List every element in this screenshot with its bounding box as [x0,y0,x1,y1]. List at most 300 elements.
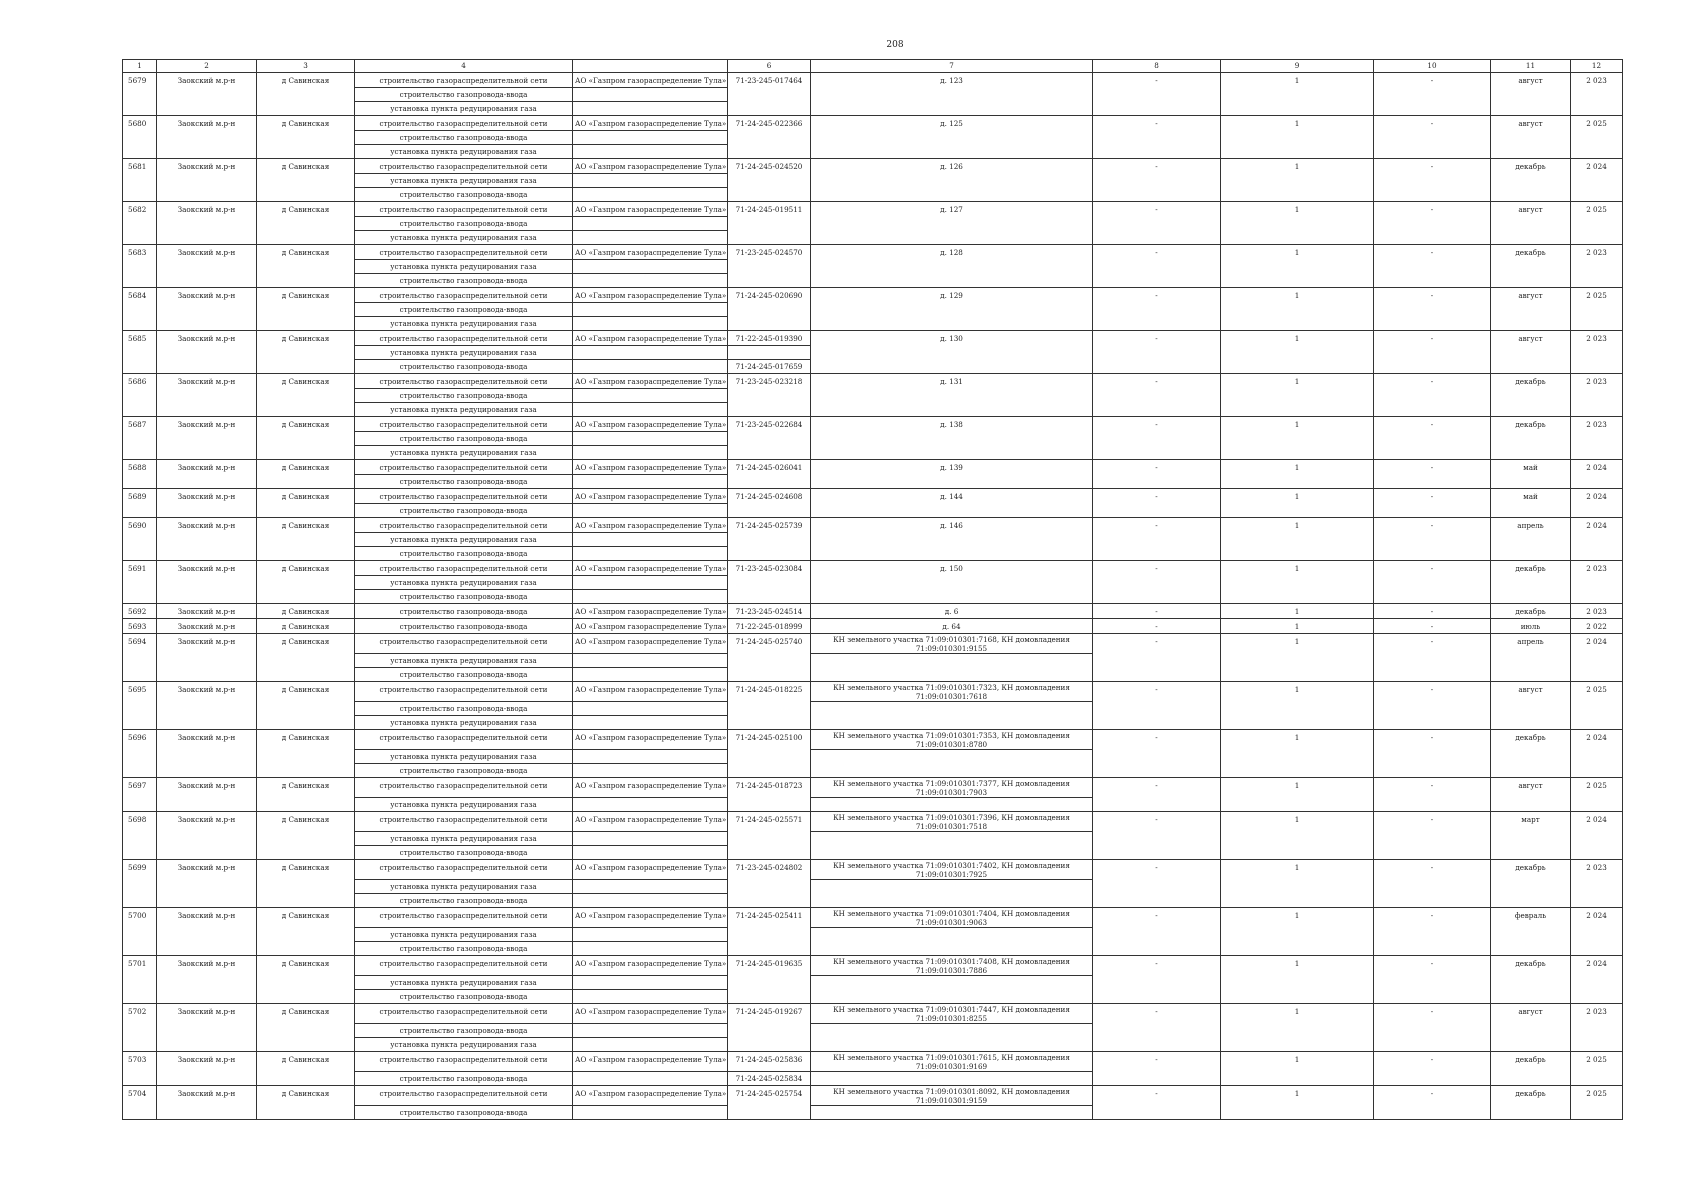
address-text: д. 146 [940,521,963,530]
header-cell: 9 [1221,60,1374,73]
table-row [123,460,1623,475]
organization-cell [573,846,728,860]
month-cell: февраль [1491,908,1571,956]
work-type-cell: строительство газопровода-ввода [355,389,573,403]
cadastral-cell: 71-24-245-018723 [728,778,811,812]
address-cell [811,1004,1093,1024]
work-type-cell: строительство газораспределительной сети [355,1086,573,1106]
count-cell: 1 [1221,812,1374,860]
page-number: 208 [886,40,904,50]
organization-cell [573,1038,728,1052]
district-cell: Заокский м.р-н [157,1086,257,1120]
address-cell [811,976,1093,1004]
work-type-cell: установка пункта редуцирования газа [355,446,573,460]
year-cell: 2 024 [1571,634,1623,682]
district-cell: Заокский м.р-н [157,619,257,634]
cadastral-cell: 71-24-245-019511 [728,202,811,245]
organization-cell [573,274,728,288]
header-cell: 10 [1374,60,1491,73]
work-type-cell: строительство газопровода-ввода [355,504,573,518]
work-type-cell: строительство газопровода-ввода [355,432,573,446]
col10-cell: - [1374,778,1491,812]
address-text: КН земельного участка 71:09:010301:8092, КН домовладения 71:09:010301:9159 [833,1087,1070,1105]
count-cell: 1 [1221,518,1374,561]
district-cell: Заокский м.р-н [157,778,257,812]
work-type-cell: установка пункта редуцирования газа [355,928,573,942]
table-row [123,1086,1623,1106]
work-type-cell: строительство газопровода-ввода [355,990,573,1004]
count-cell: 1 [1221,288,1374,331]
cadastral-cell: 71-24-245-018225 [728,682,811,730]
col10-cell: - [1374,730,1491,778]
settlement-cell: д Савинская [257,245,355,288]
year-cell: 2 024 [1571,908,1623,956]
address-cell [811,1086,1093,1106]
address-cell [811,73,1093,116]
col10-cell: - [1374,116,1491,159]
table-row [123,1052,1623,1072]
work-type-cell: строительство газораспределительной сети [355,634,573,654]
address-cell [811,908,1093,928]
col10-cell: - [1374,73,1491,116]
count-cell: 1 [1221,604,1374,619]
district-cell: Заокский м.р-н [157,604,257,619]
address-text: д. 131 [940,377,963,386]
year-cell: 2 025 [1571,288,1623,331]
count-cell: 1 [1221,331,1374,374]
district-cell: Заокский м.р-н [157,374,257,417]
col8-cell: - [1093,908,1221,956]
entry-number: 5691 [123,561,157,604]
col10-cell: - [1374,374,1491,417]
entry-number: 5681 [123,159,157,202]
entry-number: 5693 [123,619,157,634]
district-cell: Заокский м.р-н [157,908,257,956]
month-cell: декабрь [1491,860,1571,908]
table-row [123,1004,1623,1024]
work-type-cell: строительство газораспределительной сети [355,860,573,880]
table-row [123,812,1623,832]
organization-cell: АО «Газпром газораспределение Тула» [573,417,728,432]
work-type-cell: строительство газопровода-ввода [355,131,573,145]
address-cell [811,417,1093,460]
address-cell [811,634,1093,654]
work-type-cell: строительство газопровода-ввода [355,547,573,561]
district-cell: Заокский м.р-н [157,812,257,860]
address-text: д. 139 [940,463,963,472]
address-cell [811,202,1093,245]
work-type-cell: строительство газопровода-ввода [355,846,573,860]
year-cell: 2 024 [1571,460,1623,489]
organization-cell: АО «Газпром газораспределение Тула» [573,245,728,260]
address-cell [811,778,1093,798]
count-cell: 1 [1221,778,1374,812]
organization-cell [573,317,728,331]
organization-cell [573,668,728,682]
address-cell [811,245,1093,288]
address-cell [811,619,1093,634]
organization-cell: АО «Газпром газораспределение Тула» [573,682,728,702]
organization-cell: АО «Газпром газораспределение Тула» [573,460,728,475]
col8-cell: - [1093,619,1221,634]
organization-cell [573,832,728,846]
table-row [123,860,1623,880]
table-row [123,245,1623,260]
organization-cell [573,533,728,547]
address-cell [811,561,1093,604]
organization-cell [573,145,728,159]
month-cell: август [1491,202,1571,245]
month-cell: август [1491,116,1571,159]
header-cell: 11 [1491,60,1571,73]
work-type-cell: установка пункта редуцирования газа [355,716,573,730]
month-cell: декабрь [1491,730,1571,778]
year-cell: 2 024 [1571,812,1623,860]
address-cell [811,654,1093,682]
year-cell: 2 023 [1571,374,1623,417]
table-row [123,561,1623,576]
work-type-cell: строительство газопровода-ввода [355,1024,573,1038]
col8-cell: - [1093,778,1221,812]
entry-number: 5688 [123,460,157,489]
col8-cell: - [1093,202,1221,245]
address-cell [811,798,1093,812]
settlement-cell: д Савинская [257,682,355,730]
organization-cell [573,446,728,460]
cadastral-cell: 71-24-245-025754 [728,1086,811,1120]
col8-cell: - [1093,730,1221,778]
col8-cell: - [1093,956,1221,1004]
table-row [123,417,1623,432]
work-type-cell: установка пункта редуцирования газа [355,174,573,188]
organization-cell: АО «Газпром газораспределение Тула» [573,518,728,533]
table-row [123,908,1623,928]
work-type-cell: строительство газопровода-ввода [355,88,573,102]
work-type-cell: строительство газораспределительной сети [355,1004,573,1024]
organization-cell: АО «Газпром газораспределение Тула» [573,202,728,217]
count-cell: 1 [1221,489,1374,518]
table-row [123,604,1623,619]
organization-cell: АО «Газпром газораспределение Тула» [573,604,728,619]
organization-cell [573,942,728,956]
organization-cell: АО «Газпром газораспределение Тула» [573,812,728,832]
year-cell: 2 025 [1571,1086,1623,1120]
settlement-cell: д Савинская [257,116,355,159]
settlement-cell: д Савинская [257,860,355,908]
header-cell: 12 [1571,60,1623,73]
entry-number: 5704 [123,1086,157,1120]
address-text: д. 144 [940,492,963,501]
col10-cell: - [1374,1086,1491,1120]
table-row [123,730,1623,750]
header-cell: 3 [257,60,355,73]
cadastral-cell: 71-24-245-019635 [728,956,811,1004]
work-type-cell: строительство газопровода-ввода [355,188,573,202]
col10-cell: - [1374,812,1491,860]
district-cell: Заокский м.р-н [157,730,257,778]
district-cell: Заокский м.р-н [157,159,257,202]
organization-cell [573,231,728,245]
settlement-cell: д Савинская [257,331,355,374]
col10-cell: - [1374,489,1491,518]
address-cell [811,1024,1093,1052]
address-cell [811,928,1093,956]
year-cell: 2 023 [1571,73,1623,116]
address-cell [811,956,1093,976]
work-type-cell: строительство газораспределительной сети [355,245,573,260]
year-cell: 2 025 [1571,116,1623,159]
work-type-cell: строительство газораспределительной сети [355,956,573,976]
address-cell [811,159,1093,202]
col10-cell: - [1374,1004,1491,1052]
year-cell: 2 024 [1571,489,1623,518]
organization-cell: АО «Газпром газораспределение Тула» [573,331,728,346]
organization-cell: АО «Газпром газораспределение Тула» [573,908,728,928]
month-cell: апрель [1491,518,1571,561]
organization-cell: АО «Газпром газораспределение Тула» [573,778,728,798]
month-cell: август [1491,1004,1571,1052]
year-cell: 2 023 [1571,561,1623,604]
organization-cell [573,590,728,604]
col10-cell: - [1374,288,1491,331]
col8-cell: - [1093,73,1221,116]
registry-body [123,73,1623,1120]
work-type-cell: строительство газораспределительной сети [355,73,573,88]
address-text: КН земельного участка 71:09:010301:7404, КН домовладения 71:09:010301:9063 [833,909,1070,927]
address-text: д. 129 [940,291,963,300]
count-cell: 1 [1221,116,1374,159]
col8-cell: - [1093,331,1221,374]
work-type-cell: установка пункта редуцирования газа [355,798,573,812]
organization-cell: АО «Газпром газораспределение Тула» [573,73,728,88]
col10-cell: - [1374,460,1491,489]
work-type-cell: строительство газопровода-ввода [355,894,573,908]
col8-cell: - [1093,1004,1221,1052]
organization-cell [573,547,728,561]
cadastral-cell: 71-24-245-022366 [728,116,811,159]
col10-cell: - [1374,331,1491,374]
col10-cell: - [1374,417,1491,460]
header-cell: 8 [1093,60,1221,73]
settlement-cell: д Савинская [257,908,355,956]
cadastral-cell: 71-24-245-025411 [728,908,811,956]
settlement-cell: д Савинская [257,619,355,634]
work-type-cell: строительство газопровода-ввода [355,619,573,634]
address-cell [811,812,1093,832]
year-cell: 2 025 [1571,778,1623,812]
address-cell [811,880,1093,908]
settlement-cell: д Савинская [257,561,355,604]
settlement-cell: д Савинская [257,1004,355,1052]
col10-cell: - [1374,682,1491,730]
month-cell: март [1491,812,1571,860]
district-cell: Заокский м.р-н [157,460,257,489]
col10-cell: - [1374,159,1491,202]
work-type-cell: строительство газораспределительной сети [355,730,573,750]
count-cell: 1 [1221,860,1374,908]
count-cell: 1 [1221,730,1374,778]
month-cell: декабрь [1491,159,1571,202]
address-text: д. 138 [940,420,963,429]
year-cell: 2 024 [1571,159,1623,202]
cadastral-cell [728,346,811,360]
year-cell: 2 023 [1571,417,1623,460]
table-row [123,489,1623,504]
organization-cell [573,894,728,908]
col10-cell: - [1374,202,1491,245]
count-cell: 1 [1221,956,1374,1004]
month-cell: май [1491,460,1571,489]
work-type-cell: строительство газопровода-ввода [355,303,573,317]
organization-cell: АО «Газпром газораспределение Тула» [573,619,728,634]
count-cell: 1 [1221,1086,1374,1120]
header-cell: 6 [728,60,811,73]
year-cell: 2 023 [1571,1004,1623,1052]
address-text: КН земельного участка 71:09:010301:7377, КН домовладения 71:09:010301:7903 [833,779,1070,797]
year-cell: 2 025 [1571,1052,1623,1086]
table-row [123,202,1623,217]
month-cell: август [1491,331,1571,374]
col10-cell: - [1374,908,1491,956]
address-cell [811,460,1093,489]
month-cell: август [1491,288,1571,331]
settlement-cell: д Савинская [257,288,355,331]
settlement-cell: д Савинская [257,202,355,245]
address-cell [811,832,1093,860]
work-type-cell: строительство газораспределительной сети [355,417,573,432]
count-cell: 1 [1221,460,1374,489]
col8-cell: - [1093,1086,1221,1120]
organization-cell [573,102,728,116]
month-cell: декабрь [1491,956,1571,1004]
col10-cell: - [1374,1052,1491,1086]
entry-number: 5683 [123,245,157,288]
month-cell: декабрь [1491,604,1571,619]
work-type-cell: строительство газораспределительной сети [355,682,573,702]
work-type-cell: установка пункта редуцирования газа [355,832,573,846]
address-cell [811,331,1093,374]
cadastral-cell: 71-24-245-025739 [728,518,811,561]
organization-cell [573,1024,728,1038]
col10-cell: - [1374,956,1491,1004]
address-cell [811,1052,1093,1072]
organization-cell [573,750,728,764]
header-cell: 1 [123,60,157,73]
work-type-cell: установка пункта редуцирования газа [355,346,573,360]
organization-cell: АО «Газпром газораспределение Тула» [573,1004,728,1024]
work-type-cell: строительство газораспределительной сети [355,812,573,832]
address-cell [811,730,1093,750]
entry-number: 5696 [123,730,157,778]
count-cell: 1 [1221,73,1374,116]
count-cell: 1 [1221,561,1374,604]
cadastral-cell: 71-24-245-019267 [728,1004,811,1052]
district-cell: Заокский м.р-н [157,634,257,682]
cadastral-cell: 71-22-245-019390 [728,331,811,346]
organization-cell [573,188,728,202]
col8-cell: - [1093,518,1221,561]
work-type-cell: строительство газопровода-ввода [355,360,573,374]
organization-cell [573,798,728,812]
organization-cell: АО «Газпром газораспределение Тула» [573,730,728,750]
work-type-cell: строительство газопровода-ввода [355,217,573,231]
settlement-cell: д Савинская [257,1052,355,1086]
cadastral-cell: 71-23-245-023084 [728,561,811,604]
work-type-cell: установка пункта редуцирования газа [355,145,573,159]
organization-cell [573,504,728,518]
header-cell: 4 [355,60,573,73]
cadastral-cell: 71-22-245-018999 [728,619,811,634]
organization-cell [573,928,728,942]
col8-cell: - [1093,682,1221,730]
col8-cell: - [1093,860,1221,908]
work-type-cell: установка пункта редуцирования газа [355,403,573,417]
month-cell: декабрь [1491,561,1571,604]
table-row [123,331,1623,346]
cadastral-cell: 71-24-245-020690 [728,288,811,331]
entry-number: 5700 [123,908,157,956]
settlement-cell: д Савинская [257,634,355,682]
count-cell: 1 [1221,1004,1374,1052]
organization-cell [573,260,728,274]
entry-number: 5685 [123,331,157,374]
work-type-cell: строительство газопровода-ввода [355,475,573,489]
settlement-cell: д Савинская [257,417,355,460]
address-text: КН земельного участка 71:09:010301:7396, КН домовладения 71:09:010301:7518 [833,813,1070,831]
address-text: КН земельного участка 71:09:010301:7323, КН домовладения 71:09:010301:7618 [833,683,1070,701]
month-cell: декабрь [1491,1052,1571,1086]
entry-number: 5701 [123,956,157,1004]
organization-cell [573,475,728,489]
organization-cell [573,1106,728,1120]
cadastral-cell: 71-24-245-025100 [728,730,811,778]
entry-number: 5697 [123,778,157,812]
work-type-cell: установка пункта редуцирования газа [355,654,573,668]
entry-number: 5702 [123,1004,157,1052]
organization-cell: АО «Газпром газораспределение Тула» [573,860,728,880]
col10-cell: - [1374,634,1491,682]
work-type-cell: строительство газораспределительной сети [355,116,573,131]
work-type-cell: строительство газопровода-ввода [355,668,573,682]
settlement-cell: д Савинская [257,730,355,778]
col8-cell: - [1093,812,1221,860]
district-cell: Заокский м.р-н [157,860,257,908]
month-cell: май [1491,489,1571,518]
cadastral-cell: 71-24-245-025740 [728,634,811,682]
work-type-cell: установка пункта редуцирования газа [355,317,573,331]
col8-cell: - [1093,374,1221,417]
table-row [123,288,1623,303]
work-type-cell: строительство газораспределительной сети [355,331,573,346]
work-type-cell: строительство газораспределительной сети [355,460,573,475]
year-cell: 2 024 [1571,956,1623,1004]
col10-cell: - [1374,518,1491,561]
organization-cell: АО «Газпром газораспределение Тула» [573,288,728,303]
entry-number: 5689 [123,489,157,518]
district-cell: Заокский м.р-н [157,561,257,604]
organization-cell: АО «Газпром газораспределение Тула» [573,1086,728,1106]
organization-cell [573,976,728,990]
organization-cell [573,88,728,102]
cadastral-cell: 71-23-245-023218 [728,374,811,417]
settlement-cell: д Савинская [257,778,355,812]
address-cell [811,1072,1093,1086]
cadastral-cell: 71-24-245-025836 [728,1052,811,1072]
col8-cell: - [1093,1052,1221,1086]
year-cell: 2 023 [1571,245,1623,288]
organization-cell [573,654,728,668]
address-cell [811,682,1093,702]
